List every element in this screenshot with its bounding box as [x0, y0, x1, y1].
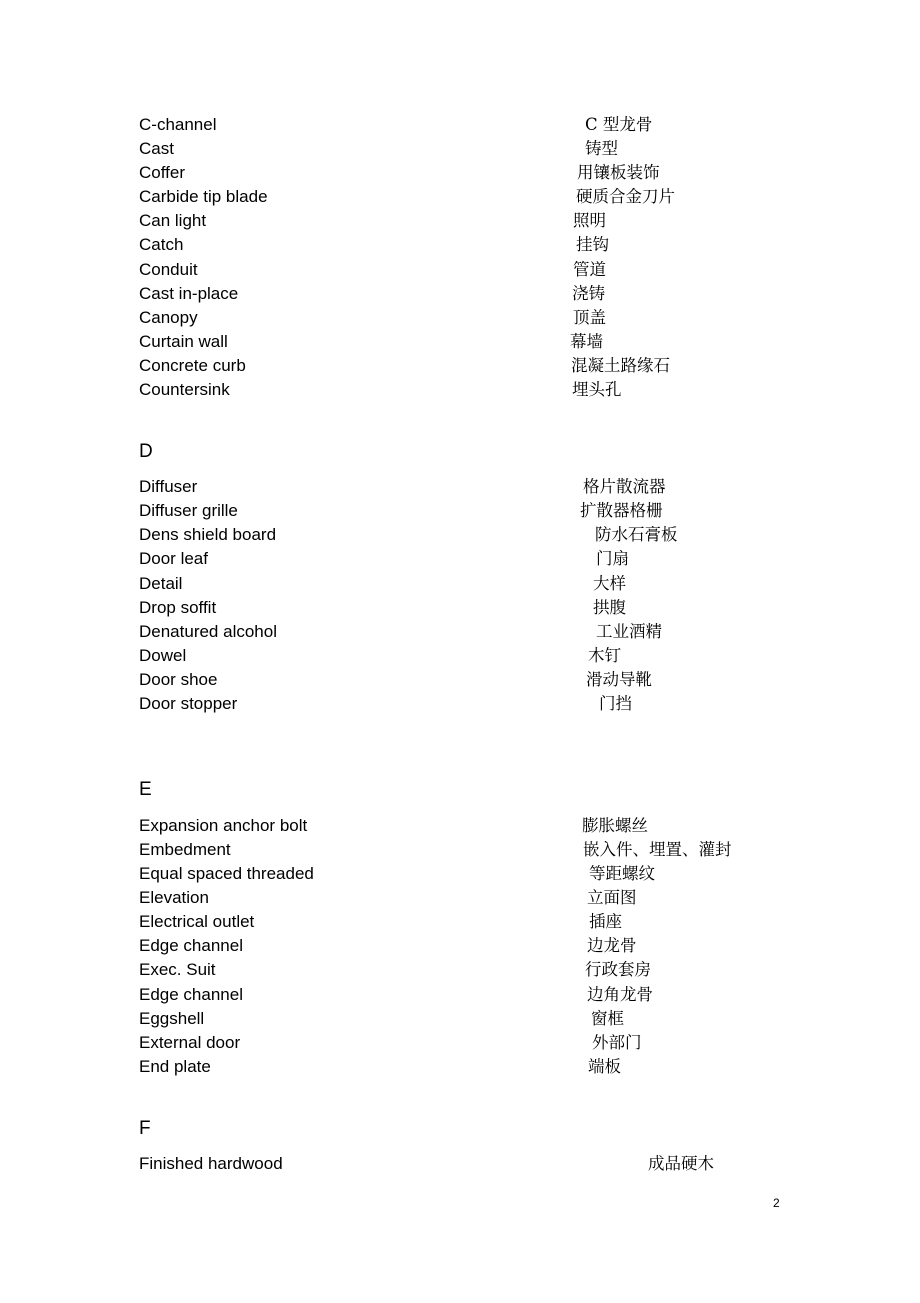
term-chinese: 顶盖 — [573, 308, 606, 327]
term-chinese: 外部门 — [592, 1033, 642, 1052]
glossary-row — [0, 378, 920, 402]
glossary-row — [0, 475, 920, 499]
term-english: Exec. Suit — [139, 960, 216, 979]
term-english: Embedment — [139, 840, 231, 859]
glossary-row — [0, 596, 920, 620]
glossary-row — [0, 886, 920, 910]
glossary-row — [0, 209, 920, 233]
term-english: Diffuser grille — [139, 501, 238, 520]
glossary-row — [0, 1007, 920, 1031]
glossary-row — [0, 233, 920, 257]
glossary-row — [0, 620, 920, 644]
glossary-row — [0, 814, 920, 838]
section-heading-f: F — [139, 1118, 151, 1139]
term-chinese: 门扇 — [596, 549, 629, 568]
term-english: Concrete curb — [139, 356, 246, 375]
glossary-row — [0, 282, 920, 306]
glossary-row — [0, 161, 920, 185]
term-chinese: 行政套房 — [585, 960, 651, 979]
glossary-row — [0, 934, 920, 958]
term-chinese: 混凝土路缘石 — [571, 356, 670, 375]
term-english: Canopy — [139, 308, 198, 327]
term-english: Coffer — [139, 163, 185, 182]
term-english: Equal spaced threaded — [139, 864, 314, 883]
glossary-row — [0, 1055, 920, 1079]
term-english: Drop soffit — [139, 598, 217, 617]
glossary-row — [0, 644, 920, 668]
term-english: External door — [139, 1033, 241, 1052]
term-chinese: 立面图 — [587, 888, 637, 907]
term-chinese: 幕墙 — [570, 332, 603, 351]
term-english: Edge channel — [139, 985, 243, 1004]
glossary-row — [0, 668, 920, 692]
section-heading-e: E — [139, 779, 152, 800]
page-number: 2 — [773, 1196, 780, 1210]
glossary-row — [0, 958, 920, 982]
glossary-row — [0, 113, 920, 137]
glossary-row — [0, 499, 920, 523]
term-chinese: 用镶板装饰 — [577, 163, 660, 182]
term-chinese: 管道 — [573, 260, 606, 279]
term-english: Elevation — [139, 888, 209, 907]
term-english: C-channel — [139, 115, 217, 134]
term-english: Catch — [139, 235, 184, 254]
term-english: Can light — [139, 211, 207, 230]
term-english: Curtain wall — [139, 332, 228, 351]
glossary-row — [0, 137, 920, 161]
glossary-row — [0, 306, 920, 330]
term-chinese: 膨胀螺丝 — [582, 816, 648, 835]
term-english: Diffuser — [139, 477, 198, 496]
term-english: Countersink — [139, 380, 230, 399]
term-chinese: 埋头孔 — [572, 380, 622, 399]
term-english: Eggshell — [139, 1009, 205, 1028]
term-english: Door stopper — [139, 694, 238, 713]
term-english: Electrical outlet — [139, 912, 255, 931]
glossary-row — [0, 258, 920, 282]
term-english: Cast in-place — [139, 284, 239, 303]
term-english: Detail — [139, 574, 183, 593]
term-chinese: 防水石膏板 — [595, 525, 678, 544]
term-english: End plate — [139, 1057, 211, 1076]
glossary-row — [0, 1152, 920, 1176]
term-chinese: 等距螺纹 — [589, 864, 655, 883]
term-english: Cast — [139, 139, 174, 158]
term-english: Door shoe — [139, 670, 218, 689]
term-chinese: 木钉 — [588, 646, 621, 665]
term-chinese: 窗框 — [591, 1009, 624, 1028]
glossary-row — [0, 523, 920, 547]
term-chinese: 硬质合金刀片 — [576, 187, 675, 206]
term-chinese: 大样 — [593, 574, 626, 593]
term-chinese: 浇铸 — [572, 284, 605, 303]
glossary-row — [0, 354, 920, 378]
term-chinese: 扩散器格栅 — [580, 501, 663, 520]
term-chinese: 嵌入件、埋置、灌封 — [583, 840, 732, 859]
term-english: Finished hardwood — [139, 1154, 283, 1173]
term-chinese: 拱腹 — [593, 598, 626, 617]
section-heading-d: D — [139, 441, 153, 462]
term-english: Expansion anchor bolt — [139, 816, 308, 835]
term-chinese: 格片散流器 — [583, 477, 666, 496]
term-english: Edge channel — [139, 936, 243, 955]
term-chinese: 插座 — [589, 912, 622, 931]
glossary-row — [0, 185, 920, 209]
glossary-row — [0, 692, 920, 716]
term-english: Dens shield board — [139, 525, 277, 544]
term-chinese: 滑动导靴 — [586, 670, 652, 689]
term-chinese: 成品硬木 — [648, 1154, 714, 1173]
term-chinese: 照明 — [573, 211, 606, 230]
glossary-row — [0, 862, 920, 886]
glossary-row — [0, 330, 920, 354]
term-chinese: 端板 — [588, 1057, 621, 1076]
glossary-row — [0, 1031, 920, 1055]
term-chinese: 门挡 — [599, 694, 632, 713]
term-chinese: 工业酒精 — [596, 622, 662, 641]
glossary-row — [0, 572, 920, 596]
term-english: Denatured alcohol — [139, 622, 277, 641]
term-chinese: 边角龙骨 — [587, 985, 653, 1004]
term-chinese: 边龙骨 — [587, 936, 637, 955]
glossary-row — [0, 838, 920, 862]
term-chinese: 挂钩 — [576, 235, 609, 254]
term-english: Dowel — [139, 646, 187, 665]
term-english: Door leaf — [139, 549, 208, 568]
term-chinese: 铸型 — [585, 139, 618, 158]
term-chinese: C 型龙骨 — [585, 115, 653, 134]
glossary-row — [0, 547, 920, 571]
glossary-row — [0, 910, 920, 934]
glossary-row — [0, 983, 920, 1007]
term-english: Conduit — [139, 260, 198, 279]
term-english: Carbide tip blade — [139, 187, 268, 206]
